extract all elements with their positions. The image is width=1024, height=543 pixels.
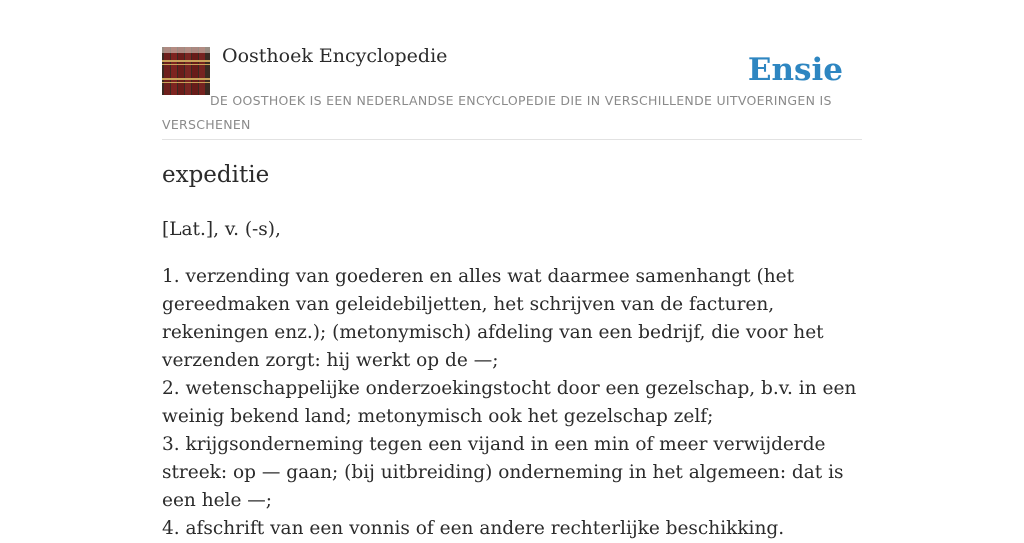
article-title: expeditie [162,162,270,188]
definition-item: 2. wetenschappelijke onderzoekingstocht door een gezelschap, b.v. in een weinig bekend land; metonymisch ook het gezelschap zelf; [162,378,857,427]
site-tagline: DE OOSTHOEK IS EEN NEDERLANDSE ENCYCLOPEDIE DIE IN VERSCHILLENDE UITVOERINGEN IS VERSCHENEN [162,93,832,132]
definition-item: 3. krijgsonderneming tegen een vijand in een min of meer verwijderde streek: op — gaan; (bij uitbreiding) onderneming in het algemeen: dat is een hele —; [162,434,844,511]
brand-logo-link[interactable]: Ensie [747,52,843,88]
definition-item: 1. verzending van goederen en alles wat daarmee samenhangt (het gereedmaken van geleidebiljetten, het schrijven van de facturen, rekeningen enz.); (metonymisch) afdeling van een bedrijf, die voor het verzenden zorgt: hij werkt op de —; [162,266,824,371]
article-etymology: [Lat.], v. (-s), [162,219,281,240]
site-header [162,0,862,140]
site-title[interactable]: Oosthoek Encyclopedie [222,45,448,67]
books-icon [162,47,210,95]
page-container [162,0,862,539]
definition-list [162,263,862,543]
encyclopedia-books-avatar[interactable] [162,47,210,95]
definition-item: 4. afschrift van een vonnis of een andere rechterlijke beschikking. [162,518,785,539]
